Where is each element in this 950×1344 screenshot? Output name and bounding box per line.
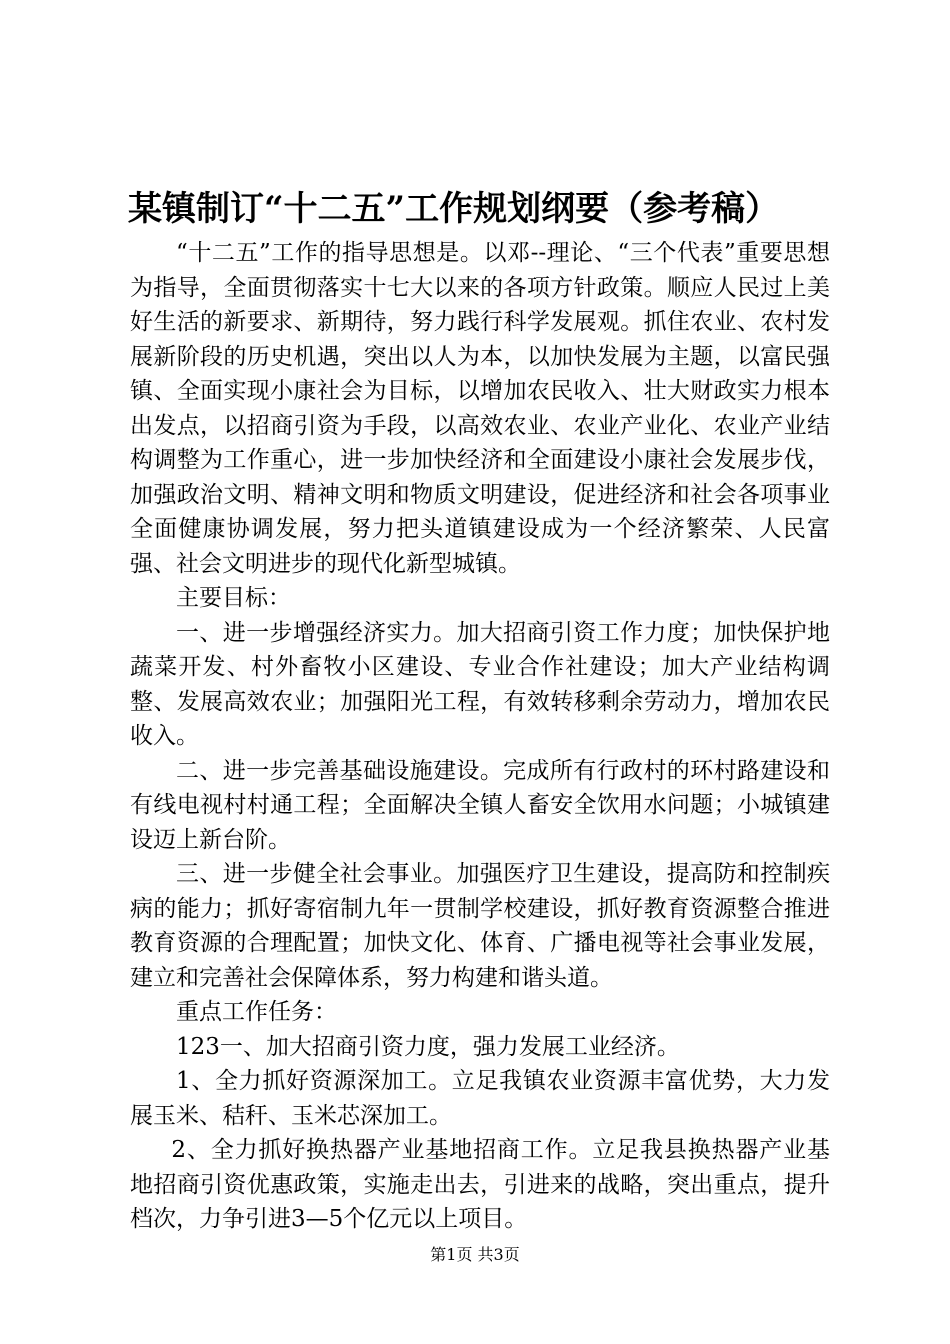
paragraph-goal-infrastructure: 二、进一步完善基础设施建设。完成所有行政村的环村路建设和有线电视村村通工程；全面解决全镇人畜安全饮用水问题；小城镇建设迈上新台阶。	[130, 757, 830, 853]
document-body	[130, 236, 830, 1237]
paragraph-guiding-ideology: “十二五”工作的指导思想是。以邓--理论、“三个代表”重要思想为指导，全面贯彻落实十七大以来的各项方针政策。顺应人民过上美好生活的新要求、新期待，努力践行科学发展观。抓住农业、农村发展新阶段的历史机遇，突出以人为本，以加快发展为主题，以富民强镇、全面实现小康社会为目标，以增加农民收入、壮大财政实力根本出发点，以招商引资为手段，以高效农业、农业产业化、农业产业结构调整为工作重心，进一步加快经济和全面建设小康社会发展步伐，加强政治文明、精神文明和物质文明建设，促进经济和社会各项事业全面健康协调发展，努力把头道镇建设成为一个经济繁荣、人民富强、社会文明进步的现代化新型城镇。	[130, 240, 830, 577]
paragraph-goal-economy: 一、进一步增强经济实力。加大招商引资工作力度；加快保护地蔬菜开发、村外畜牧小区建设、专业合作社建设；加大产业结构调整、发展高效农业；加强阳光工程，有效转移剩余劳动力，增加农民收入。	[130, 619, 830, 749]
page-footer: 第1页 共3页	[430, 1245, 520, 1264]
paragraph-main-goals-heading: 主要目标：	[176, 585, 291, 611]
document-title: 某镇制订“十二五”工作规划纲要（参考稿）	[128, 189, 780, 229]
paragraph-key-tasks-heading: 重点工作任务：	[176, 999, 337, 1025]
paragraph-task-heat-exchanger: 2、全力抓好换热器产业基地招商工作。立足我县换热器产业基地招商引资优惠政策，实施走出去，引进来的战略，突出重点，提升档次，力争引进3—5个亿元以上项目。	[130, 1137, 830, 1232]
paragraph-goal-social: 三、进一步健全社会事业。加强医疗卫生建设，提高防和控制疾病的能力；抓好寄宿制九年一贯制学校建设，抓好教育资源整合推进教育资源的合理配置；加快文化、体育、广播电视等社会事业发展，建立和完善社会保障体系，努力构建和谐头道。	[130, 861, 830, 991]
paragraph-task-processing: 1、全力抓好资源深加工。立足我镇农业资源丰富优势，大力发展玉米、秸秆、玉米芯深加工。	[130, 1068, 830, 1129]
paragraph-task-investment: 123一、加大招商引资力度，强力发展工业经济。	[176, 1033, 680, 1060]
